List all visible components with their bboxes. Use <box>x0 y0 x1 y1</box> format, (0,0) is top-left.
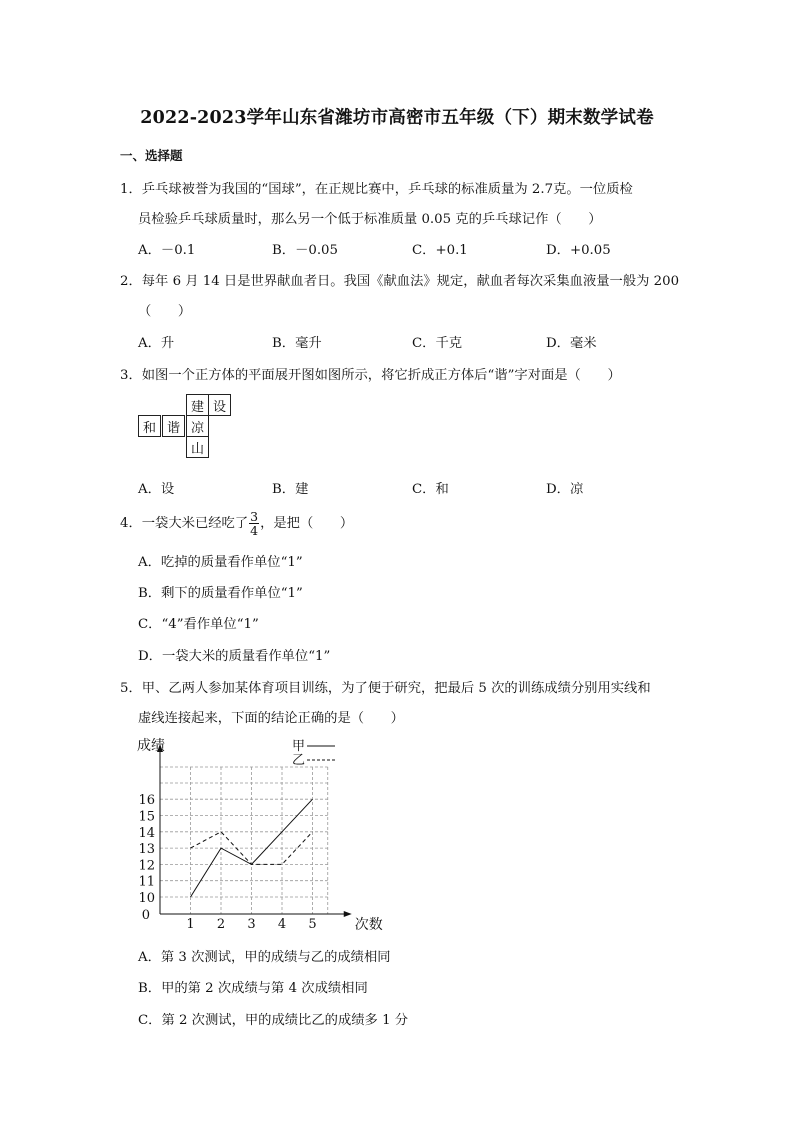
cube-net-figure <box>138 394 238 464</box>
y-tick-label: 12 <box>138 858 155 874</box>
question-5-line-2: 虚线连接起来，下面的结论正确的是（ ） <box>138 711 404 726</box>
y-tick-label: 15 <box>138 809 155 825</box>
question-2-option-a: A．升 <box>138 336 175 351</box>
question-4-stem-after: ，是把（ ） <box>260 516 354 531</box>
question-3-option-c: C．和 <box>412 482 449 497</box>
question-1-line-1: 1．乒乓球被誉为我国的“国球”，在正规比赛中，乒乓球的标准质量为 2.7克。一位质检 <box>120 182 633 197</box>
y-tick-label: 11 <box>138 874 155 890</box>
question-5-option-b: B．甲的第 2 次成绩与第 4 次成绩相同 <box>138 981 368 996</box>
net-cell-he: 和 <box>138 415 161 437</box>
y-tick-label: 10 <box>138 891 155 906</box>
score-line-chart <box>135 734 383 934</box>
question-1-option-a: A．－0.1 <box>138 243 196 258</box>
fraction <box>249 510 259 537</box>
question-4-option-c: C．“4”看作单位“1” <box>138 617 259 632</box>
y-axis-label: 成绩 <box>137 738 165 754</box>
fraction-denominator: 4 <box>250 523 259 538</box>
question-1-line-2: 员检验乒乓球质量时，那么另一个低于标准质量 0.05 克的乒乓球记作（ ） <box>138 212 602 227</box>
origin-label: 0 <box>141 908 150 923</box>
x-tick-label: 3 <box>247 917 256 932</box>
legend-label: 乙 <box>292 753 306 768</box>
question-5-option-c: C．第 2 次测试，甲的成绩比乙的成绩多 1 分 <box>138 1013 409 1028</box>
legend-label: 甲 <box>292 739 306 754</box>
x-tick-label: 5 <box>308 917 317 932</box>
question-4-option-b: B．剩下的质量看作单位“1” <box>138 586 303 601</box>
question-2-option-c: C．千克 <box>412 336 463 351</box>
y-tick-label: 16 <box>138 793 155 809</box>
question-5-option-a: A．第 3 次测试，甲的成绩与乙的成绩相同 <box>138 950 391 965</box>
question-3-option-b: B．建 <box>272 482 309 497</box>
x-tick-label: 4 <box>277 917 287 932</box>
question-2-line-1: 2．每年 6 月 14 日是世界献血者日。我国《献血法》规定，献血者每次采集血液量一般为 200 <box>120 274 680 289</box>
question-3-line-1: 3．如图一个正方体的平面展开图如图所示，将它折成正方体后“谐”字对面是（ ） <box>120 368 621 383</box>
question-4-option-a: A．吃掉的质量看作单位“1” <box>138 555 303 570</box>
question-1-option-b: B．－0.05 <box>272 243 338 258</box>
net-cell-she: 设 <box>208 394 231 416</box>
x-axis-arrow <box>344 911 352 917</box>
section-heading: 一、选择题 <box>120 148 183 163</box>
question-2-option-b: B．毫升 <box>272 336 322 351</box>
fraction-numerator: 3 <box>250 509 259 524</box>
question-4-stem <box>120 510 353 537</box>
x-tick-label: 1 <box>186 917 195 932</box>
x-axis-label: 次数 <box>354 917 383 933</box>
question-4-stem-before: 4．一袋大米已经吃了 <box>120 516 249 531</box>
x-tick-label: 2 <box>216 917 226 932</box>
net-cell-liang: 凉 <box>186 415 209 437</box>
net-cell-jian: 建 <box>186 394 209 416</box>
question-1-option-d: D．+0.05 <box>546 243 611 258</box>
page-title: 2022-2023学年山东省潍坊市高密市五年级（下）期末数学试卷 <box>140 108 654 128</box>
y-tick-label: 13 <box>138 842 155 858</box>
question-2-line-2: （ ） <box>138 304 192 319</box>
net-cell-xie: 谐 <box>162 415 185 437</box>
net-cell-shan: 山 <box>186 436 209 458</box>
question-4-option-d: D．一袋大米的质量看作单位“1” <box>138 649 331 664</box>
y-tick-label: 14 <box>138 825 155 841</box>
question-5-line-1: 5．甲、乙两人参加某体育项目训练，为了便于研究，把最后 5 次的训练成绩分别用实线和 <box>120 681 651 696</box>
question-2-option-d: D．毫米 <box>546 336 597 351</box>
question-3-option-a: A．设 <box>138 482 175 497</box>
question-1-option-c: C．+0.1 <box>412 243 468 258</box>
question-3-option-d: D．凉 <box>546 482 584 497</box>
